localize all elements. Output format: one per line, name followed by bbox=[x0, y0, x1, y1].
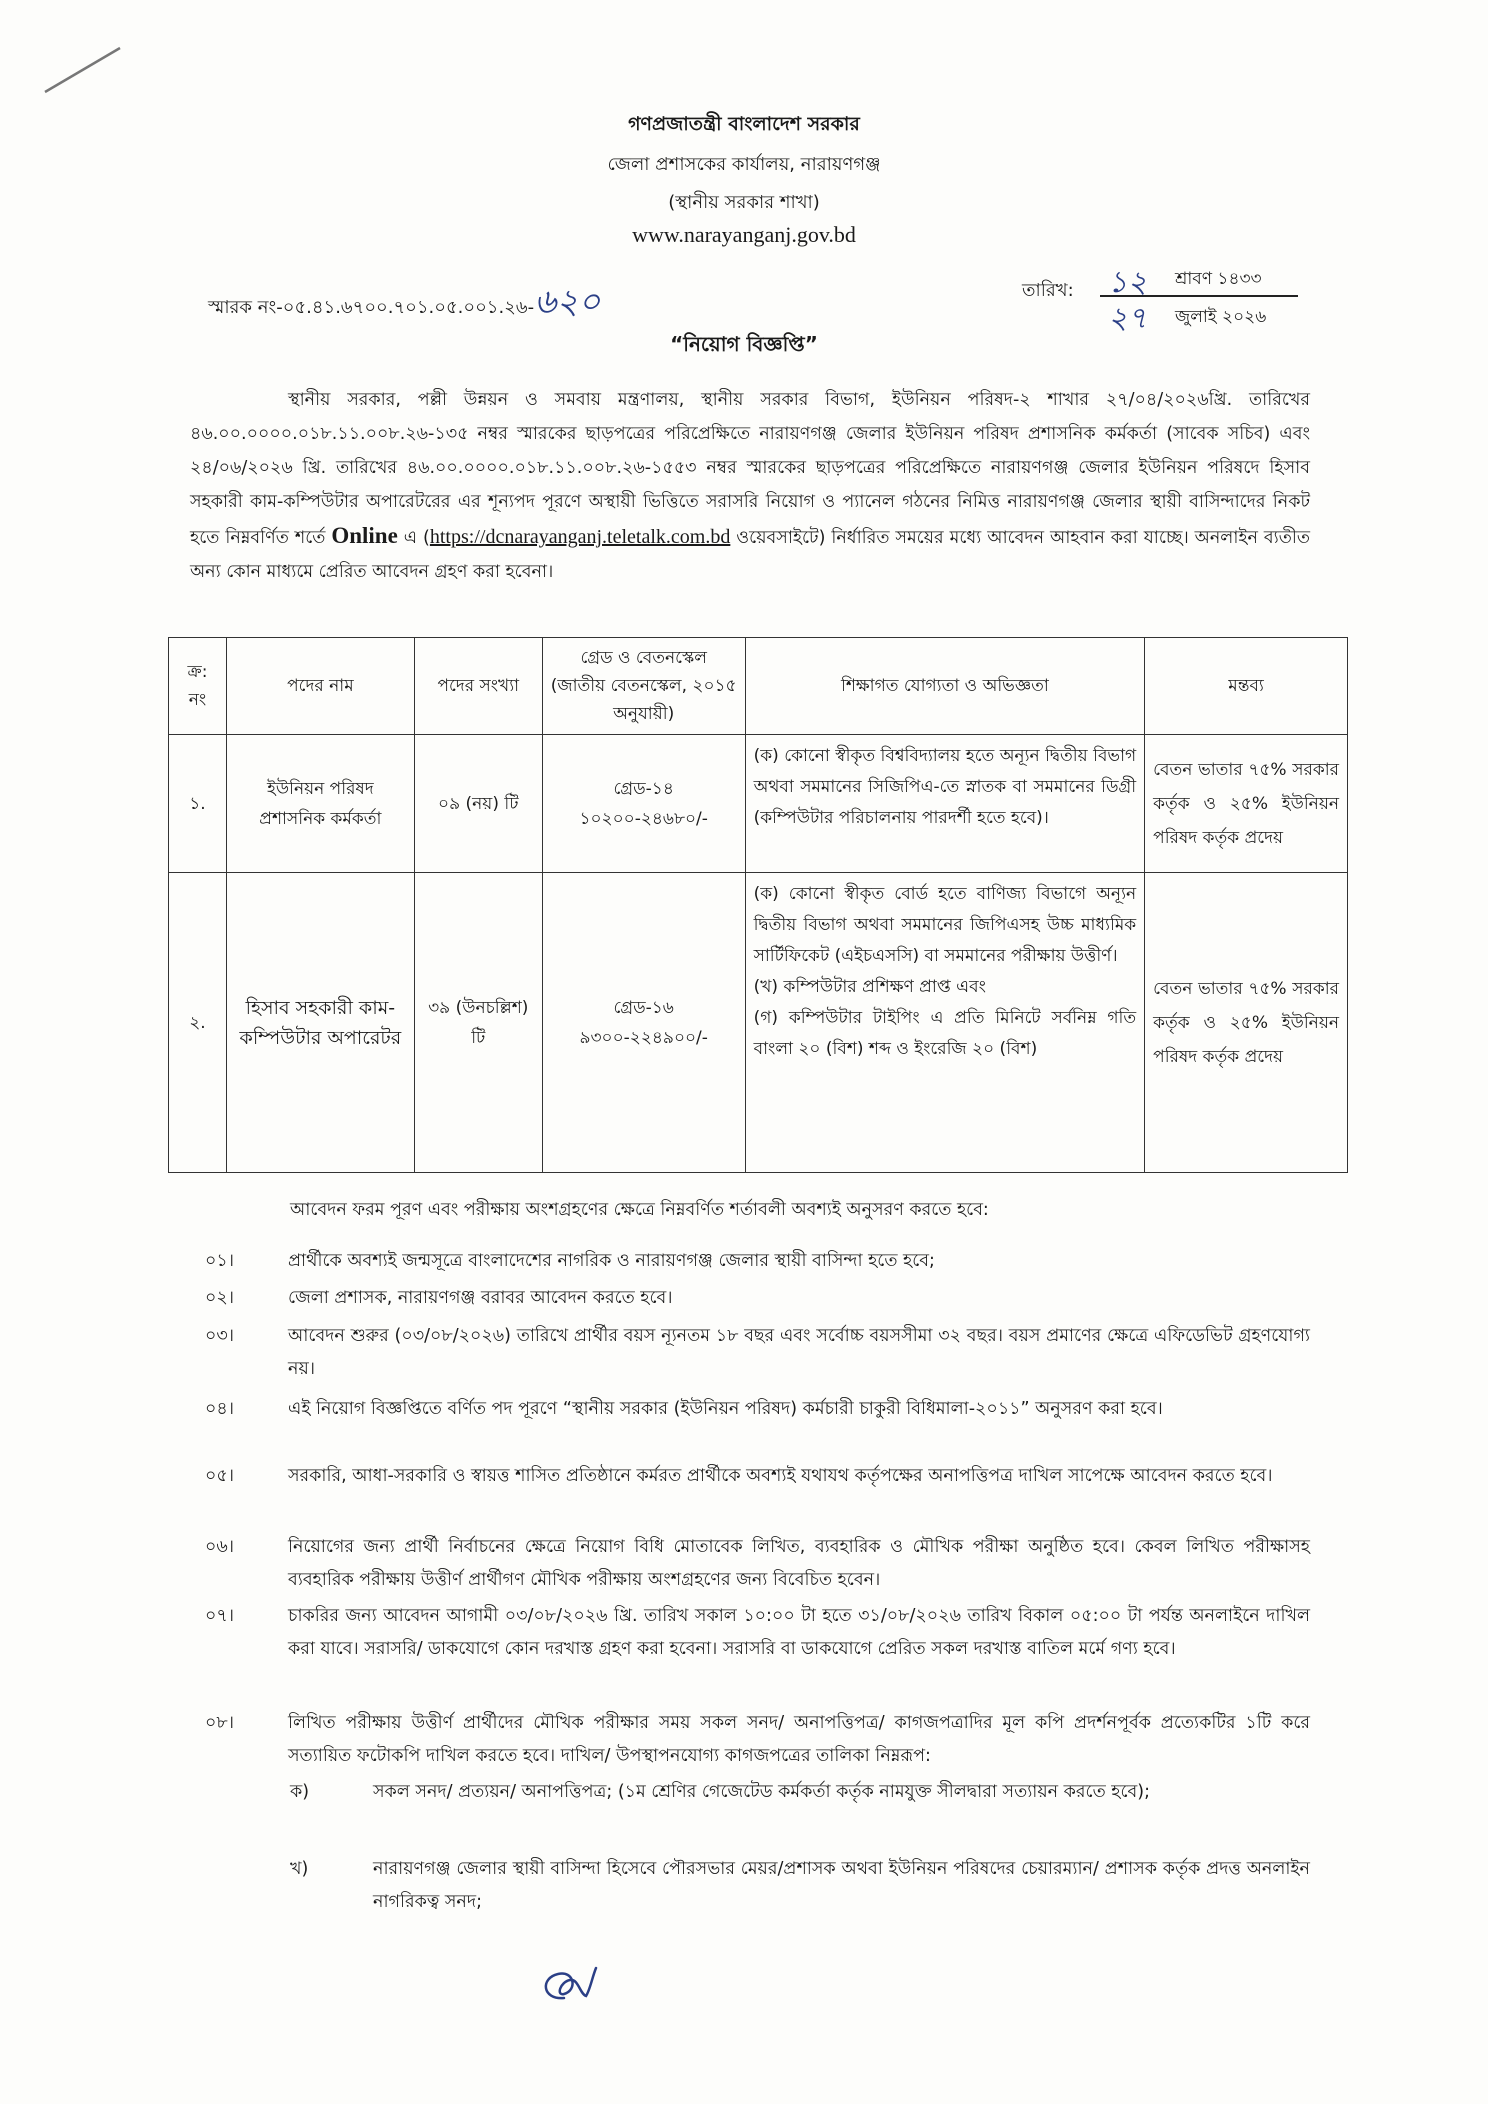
condition-number: ০৫। bbox=[205, 1466, 234, 1486]
col-header-qualification: শিক্ষাগত যোগ্যতা ও অভিজ্ঞতা bbox=[745, 638, 1145, 735]
date-bangla-month-year: শ্রাবণ ১৪৩৩ bbox=[1175, 269, 1262, 289]
date-english-day: ২৭ bbox=[1108, 301, 1148, 336]
sub-item bbox=[290, 1776, 1310, 1809]
row-post: হিসাব সহকারী কাম-কম্পিউটার অপারেটর bbox=[226, 873, 414, 1173]
condition-text: নিয়োগের জন্য প্রার্থী নির্বাচনের ক্ষেত্রে নিয়োগ বিধি মোতাবেক লিখিত, ব্যবহারিক ও মৌখিক পরীক্ষা অনুষ্ঠিত হবে। কেবল লিখিত পরীক্ষাসহ ব্যবহারিক পরীক্ষায় উত্তীর্ণ প্রার্থীগণ মৌখিক পরীক্ষায় অংশগ্রহণের জন্য বিবেচিত হবেন। bbox=[288, 1537, 1310, 1590]
condition-item bbox=[205, 1707, 1310, 1773]
condition-item bbox=[205, 1245, 1310, 1278]
col-header-sl: ক্র: নং bbox=[169, 638, 227, 735]
condition-text: চাকরির জন্য আবেদন আগামী ০৩/০৮/২০২৬ খ্রি. তারিখ সকাল ১০:০০ টা হতে ৩১/০৮/২০২৬ তারিখ বিকাল ০৫:০০ টা পর্যন্ত অনলাইনে দাখিল করা যাবে। সরাসরি/ ডাকযোগে কোন দরখাস্ত গ্রহণ করা হবেনা। সরাসরি বা ডাকযোগে প্রেরিত সকল দরখাস্ত বাতিল মর্মে গণ্য হবে। bbox=[288, 1606, 1310, 1659]
qualification-a: (ক) কোনো স্বীকৃত বোর্ড হতে বাণিজ্য বিভাগে অন্যূন দ্বিতীয় বিভাগ অথবা সমমানের জিপিএসহ উচ্চ মাধ্যমিক সার্টিফিকেট (এইচএসসি) বা সমমানের পরীক্ষায় উত্তীর্ণ। bbox=[753, 884, 1137, 966]
table-row bbox=[169, 873, 1348, 1173]
row-count: ৩৯ (উনচল্লিশ) টি bbox=[414, 873, 542, 1173]
condition-number: ০৮। bbox=[205, 1713, 234, 1733]
condition-item bbox=[205, 1282, 1310, 1315]
office-name: জেলা প্রশাসকের কার্যালয়, নারায়ণগঞ্জ bbox=[607, 154, 881, 175]
row-scale: ১০২০০-২৪৬৮০/- bbox=[579, 808, 708, 829]
row-grade-cell bbox=[542, 873, 745, 1173]
table-header-row bbox=[169, 638, 1348, 735]
condition-number: ০১। bbox=[205, 1251, 234, 1271]
signature-initial-icon bbox=[534, 1960, 604, 2010]
condition-number: ০৭। bbox=[205, 1606, 235, 1626]
condition-text: লিখিত পরীক্ষায় উত্তীর্ণ প্রার্থীদের মৌখিক পরীক্ষার সময় সকল সনদ/ অনাপত্তিপত্র/ কাগজপত্রাদির মূল কপি প্রদর্শনপূর্বক প্রত্যেকটির ১টি করে সত্যায়িত ফটোকপি দাখিল করতে হবে। দাখিল/ উপস্থাপনযোগ্য কাগজপত্রের তালিকা নিম্নরূপ: bbox=[288, 1713, 1310, 1766]
condition-number: ০৪। bbox=[205, 1399, 234, 1419]
row-sl: ২. bbox=[169, 873, 227, 1173]
condition-item bbox=[205, 1600, 1310, 1666]
condition-text: জেলা প্রশাসক, নারায়ণগঞ্জ বরাবর আবেদন করতে হবে। bbox=[288, 1288, 673, 1308]
intro-text-2: এ ( bbox=[397, 528, 430, 548]
date-label: তারিখ: bbox=[1022, 280, 1074, 301]
row-post: ইউনিয়ন পরিষদ প্রশাসনিক কর্মকর্তা bbox=[226, 735, 414, 873]
condition-item bbox=[205, 1460, 1310, 1493]
row-count: ০৯ (নয়) টি bbox=[414, 735, 542, 873]
intro-text-3: ওয়েবসাইটে) নির্ধারিত সময়ের মধ্যে আবেদন আহবান করা যাচ্ছে। অনলাইন ব্যতীত অন্য কোন মাধ্যমে প্রেরিত আবেদন গ্রহণ করা হবেনা। bbox=[190, 528, 1310, 582]
table-row bbox=[169, 735, 1348, 873]
row-sl: ১. bbox=[169, 735, 227, 873]
website: www.narayanganj.gov.bd bbox=[632, 222, 856, 247]
row-grade: গ্রেড-১৪ bbox=[613, 778, 674, 799]
date-english-month-year: জুলাই ২০২৬ bbox=[1175, 307, 1267, 327]
branch-name: (স্থানীয় সরকার শাখা) bbox=[668, 192, 820, 213]
row-remark: বেতন ভাতার ৭৫% সরকার কর্তৃক ও ২৫% ইউনিয়ন পরিষদ কর্তৃক প্রদেয় bbox=[1145, 735, 1348, 873]
col-header-post: পদের নাম bbox=[226, 638, 414, 735]
sub-item-text: সকল সনদ/ প্রত্যয়ন/ অনাপত্তিপত্র; (১ম শ্রেণির গেজেটেড কর্মকর্তা কর্তৃক নামযুক্ত সীলদ্বারা সত্যায়ন করতে হবে); bbox=[373, 1782, 1150, 1802]
row-qualification: (ক) কোনো স্বীকৃত বিশ্ববিদ্যালয় হতে অন্যূন দ্বিতীয় বিভাগ অথবা সমমানের সিজিপিএ-তে স্নাতক বা সমমানের ডিগ্রী (কম্পিউটার পরিচালনায় পারদর্শী হতে হবে)। bbox=[745, 735, 1145, 873]
sub-item-text: নারায়ণগঞ্জ জেলার স্থায়ী বাসিন্দা হিসেবে পৌরসভার মেয়র/প্রশাসক অথবা ইউনিয়ন পরিষদের চেয়ারম্যান/ প্রশাসক কর্তৃক প্রদত্ত অনলাইন নাগরিকত্ব সনদ; bbox=[373, 1859, 1310, 1912]
qualification-c: (গ) কম্পিউটার টাইপিং এ প্রতি মিনিটে সর্বনিম্ন গতি বাংলা ২০ (বিশ) শব্দ ও ইংরেজি ২০ (বিশ) bbox=[753, 1008, 1137, 1059]
govt-title: গণপ্রজাতন্ত্রী বাংলাদেশ সরকার bbox=[628, 113, 860, 135]
memo-label: স্মারক নং-০৫.৪১.৬৭০০.৭০১.০৫.০০১.২৬- bbox=[208, 297, 535, 318]
notice-title: “নিয়োগ বিজ্ঞপ্তি” bbox=[670, 332, 818, 356]
sub-item bbox=[290, 1853, 1310, 1919]
date-bangla-day: ১২ bbox=[1108, 265, 1147, 300]
date-block bbox=[1100, 258, 1300, 336]
row-grade: গ্রেড-১৬ bbox=[613, 997, 674, 1018]
intro-paragraph bbox=[190, 383, 1310, 589]
pen-mark-icon bbox=[40, 40, 130, 100]
condition-text: এই নিয়োগ বিজ্ঞপ্তিতে বর্ণিত পদ পূরণে “স্থানীয় সরকার (ইউনিয়ন পরিষদ) কর্মচারী চাকুরী বিধিমালা-২০১১” অনুসরণ করা হবে। bbox=[288, 1399, 1163, 1419]
sub-item-number: খ) bbox=[290, 1859, 309, 1879]
condition-number: ০২। bbox=[205, 1288, 235, 1308]
vacancy-table bbox=[168, 637, 1348, 1173]
conditions-intro: আবেদন ফরম পূরণ এবং পরীক্ষায় অংশগ্রহণের ক্ষেত্রে নিম্নবর্ণিত শর্তাবলী অবশ্যই অনুসরণ করতে হবে: bbox=[290, 1200, 989, 1220]
condition-item bbox=[205, 1320, 1310, 1386]
condition-text: আবেদন শুরুর (০৩/০৮/২০২৬) তারিখে প্রার্থীর বয়স ন্যূনতম ১৮ বছর এবং সর্বোচ্চ বয়সসীমা ৩২ বছর। বয়স প্রমাণের ক্ষেত্রে এফিডেভিট গ্রহণযোগ্য নয়। bbox=[288, 1326, 1310, 1379]
condition-item bbox=[205, 1393, 1310, 1426]
row-remark: বেতন ভাতার ৭৫% সরকার কর্তৃক ও ২৫% ইউনিয়ন পরিষদ কর্তৃক প্রদেয় bbox=[1145, 873, 1348, 1173]
row-scale: ৯৩০০-২২৪৯০০/- bbox=[579, 1027, 708, 1048]
memo-handwritten-number: ৬২০ bbox=[534, 282, 601, 322]
memo-number bbox=[208, 276, 600, 333]
application-url-link[interactable]: https://dcnarayanganj.teletalk.com.bd bbox=[429, 526, 731, 548]
intro-text-1: স্থানীয় সরকার, পল্লী উন্নয়ন ও সমবায় মন্ত্রণালয়, স্থানীয় সরকার বিভাগ, ইউনিয়ন পরিষদ-২ শাখার ২৭/০৪/২০২৬খ্রি. তারিখের ৪৬.০০.০০০০.০১৮.১১.০০৮.২৬-১৩৫ নম্বর স্মারকের ছাড়পত্রের পরিপ্রেক্ষিতে নারায়ণগঞ্জ জেলার ইউনিয়ন পরিষদ প্রশাসনিক কর্মকর্তা (সাবেক সচিব) এবং ২৪/০৬/২০২৬ খ্রি. তারিখের ৪৬.০০.০০০০.০১৮.১১.০০৮.২৬-১৫৫৩ নম্বর স্মারকের ছাড়পত্রের পরিপ্রেক্ষিতে নারায়ণগঞ্জ জেলার ইউনিয়ন পরিষদে হিসাব সহকারী কাম-কম্পিউটার অপারেটরের এর শূন্যপদ পূরণে অস্থায়ী ভিত্তিতে সরাসরি নিয়োগ ও প্যানেল গঠনের নিমিত্ত নারায়ণগঞ্জ জেলার স্থায়ী বাসিন্দাদের নিকট হতে নিম্নবর্ণিত শর্তে bbox=[190, 390, 1310, 548]
row-qualification-cell bbox=[745, 873, 1145, 1173]
condition-text: প্রার্থীকে অবশ্যই জন্মসূত্রে বাংলাদেশের নাগরিক ও নারায়ণগঞ্জ জেলার স্থায়ী বাসিন্দা হতে হবে; bbox=[288, 1251, 935, 1271]
condition-number: ০৩। bbox=[205, 1326, 235, 1346]
online-word: Online bbox=[331, 523, 398, 548]
condition-number: ০৬। bbox=[205, 1537, 235, 1557]
condition-text: সরকারি, আধা-সরকারি ও স্বায়ত্ত শাসিত প্রতিষ্ঠানে কর্মরত প্রার্থীকে অবশ্যই যথাযথ কর্তৃপক্ষের অনাপত্তিপত্র দাখিল সাপেক্ষে আবেদন করতে হবে। bbox=[288, 1466, 1273, 1486]
sub-item-number: ক) bbox=[290, 1782, 310, 1802]
condition-item bbox=[205, 1531, 1310, 1597]
row-grade-cell bbox=[542, 735, 745, 873]
col-header-grade: গ্রেড ও বেতনস্কেল (জাতীয় বেতনস্কেল, ২০১৫ অনুযায়ী) bbox=[542, 638, 745, 735]
col-header-count: পদের সংখ্যা bbox=[414, 638, 542, 735]
col-header-remark: মন্তব্য bbox=[1145, 638, 1348, 735]
qualification-b: (খ) কম্পিউটার প্রশিক্ষণ প্রাপ্ত এবং bbox=[753, 977, 986, 997]
